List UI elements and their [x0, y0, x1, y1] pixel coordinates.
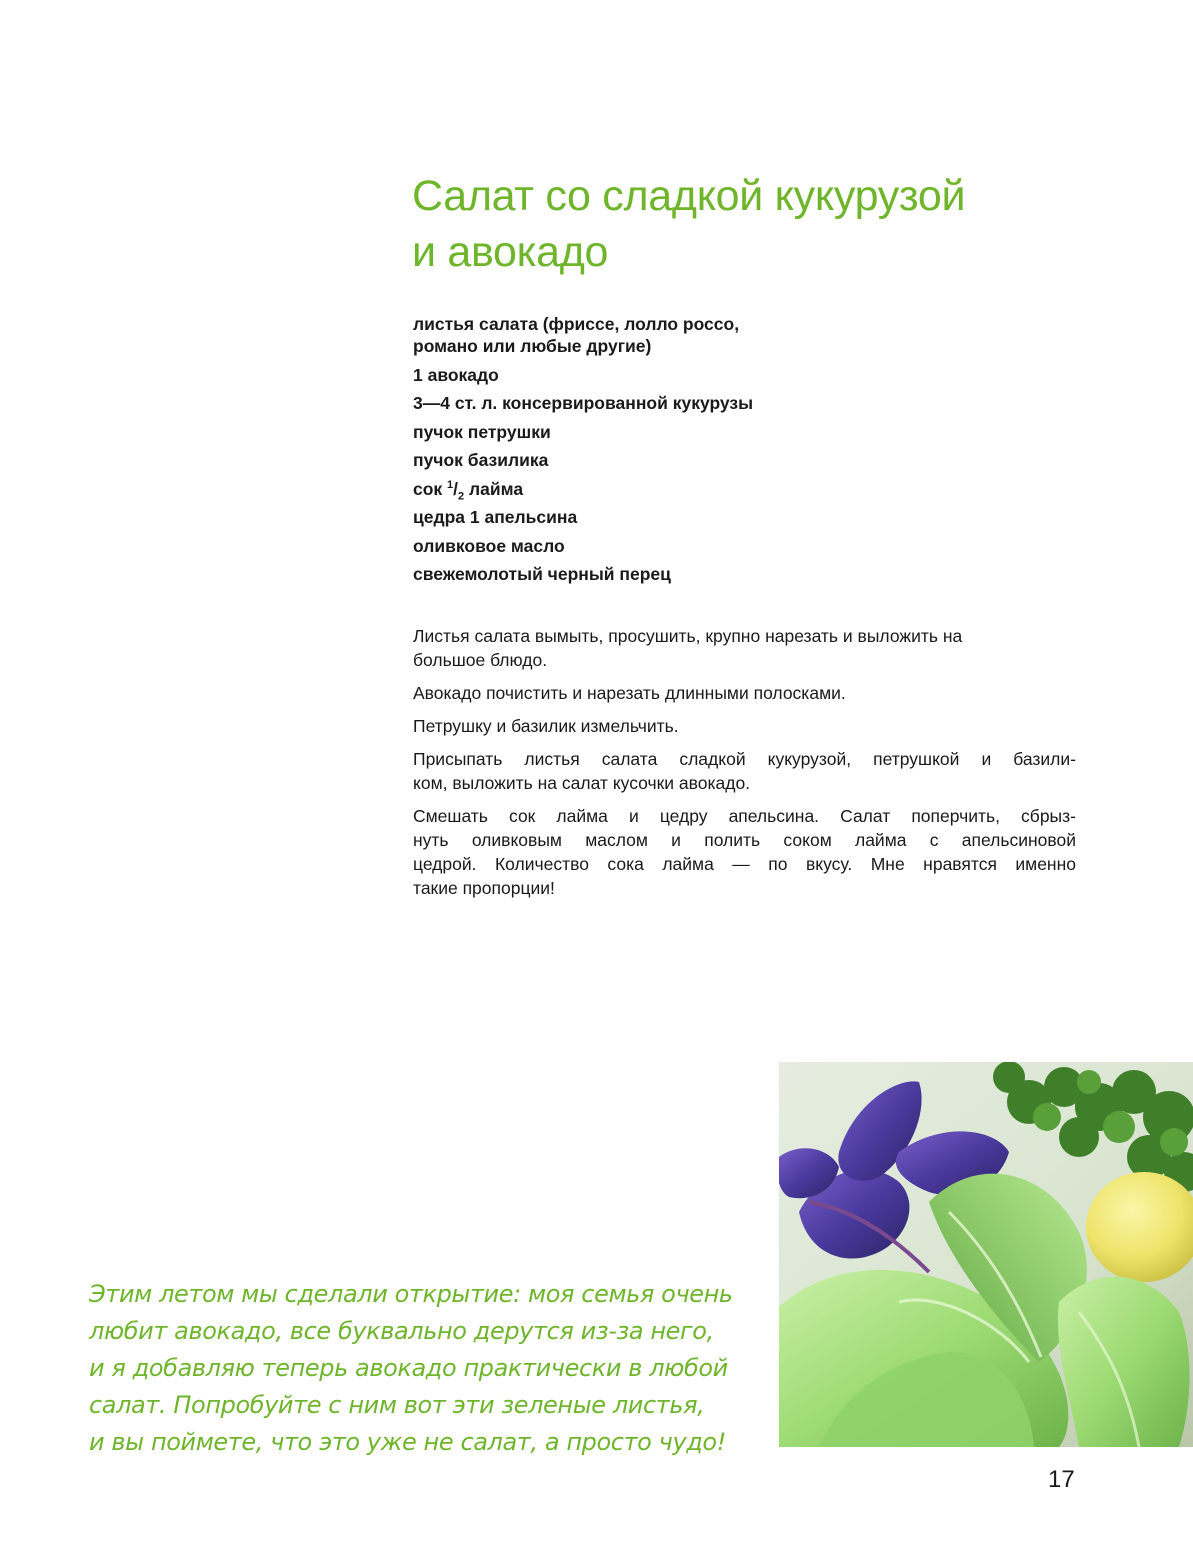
ingredient-orange-zest: цедра 1 апельсина: [413, 507, 578, 527]
step-5: [413, 804, 1076, 900]
ingredient-corn: 3—4 ст. л. консервированной кукурузы: [413, 393, 754, 413]
salad-greens-photo: [779, 1062, 1193, 1447]
ingredient-avocado: 1 авокадо: [413, 364, 499, 385]
step-2: Авокадо почистить и нарезать длинными полосками.: [413, 683, 846, 703]
step-1: [413, 624, 1076, 672]
recipe-title-line-1: Салат со сладкой кукурузой: [412, 172, 966, 220]
author-quote: [89, 1276, 769, 1461]
quote-line-5: и вы поймете, что это уже не салат, а просто чудо!: [89, 1428, 726, 1456]
step-3: Петрушку и базилик измельчить.: [413, 716, 679, 736]
step-1-line-1: Листья салата вымыть, просушить, крупно нарезать и выложить на: [413, 626, 963, 646]
quote-line-2: любит авокадо, все буквально дерутся из-за него,: [89, 1317, 714, 1345]
ingredient-lettuce-line-1: листья салата (фриссе, лолло россо,: [413, 314, 740, 334]
page-number: 17: [1048, 1466, 1075, 1493]
fraction-numerator: 1: [447, 478, 454, 491]
step-4: [413, 747, 1076, 795]
ingredient-olive-oil: оливковое масло: [413, 535, 565, 556]
quote-line-3: и я добавляю теперь авокадо практически в любой: [89, 1354, 728, 1382]
step-5-line-1: Смешать сок лайма и цедру апельсина. Салат поперчить, сбрыз-: [413, 806, 1076, 826]
half-fraction: $^1/_2$: [447, 478, 465, 502]
fraction-denominator: 2: [458, 490, 465, 502]
recipe-title: [412, 168, 1112, 280]
ingredient-parsley: пучок петрушки: [413, 421, 551, 442]
step-4-line-1: Присыпать листья салата сладкой кукурузой, петрушкой и базили-: [413, 749, 1076, 769]
quote-line-4: салат. Попробуйте с ним вот эти зеленые листья,: [89, 1391, 705, 1419]
step-1-line-2: большое блюдо.: [413, 650, 548, 670]
step-5-line-4: такие пропорции!: [413, 878, 555, 898]
ingredient-black-pepper: свежемолотый черный перец: [413, 564, 671, 584]
ingredient-lettuce-line-2: романо или любые другие): [413, 336, 652, 356]
step-5-line-2: нуть оливковым маслом и полить соком лайма с апельсиновой: [413, 830, 1076, 850]
quote-line-1: Этим летом мы сделали открытие: моя семья очень: [89, 1280, 733, 1308]
lime-suffix: лайма: [464, 478, 524, 499]
ingredient-basil: пучок базилика: [413, 450, 549, 470]
lime-prefix: сок: [413, 478, 448, 499]
salad-greens-illustration: [779, 1062, 1193, 1447]
ingredients-list: [413, 313, 833, 592]
step-4-line-2: ком, выложить на салат кусочки авокадо.: [413, 773, 751, 793]
recipe-steps: [413, 624, 1076, 909]
step-5-line-3: цедрой. Количество сока лайма — по вкусу. Мне нравятся именно: [413, 854, 1076, 874]
ingredient-lime-juice: [413, 478, 833, 500]
ingredient-lettuce: [413, 313, 833, 357]
recipe-title-line-2: и авокадо: [412, 228, 609, 276]
